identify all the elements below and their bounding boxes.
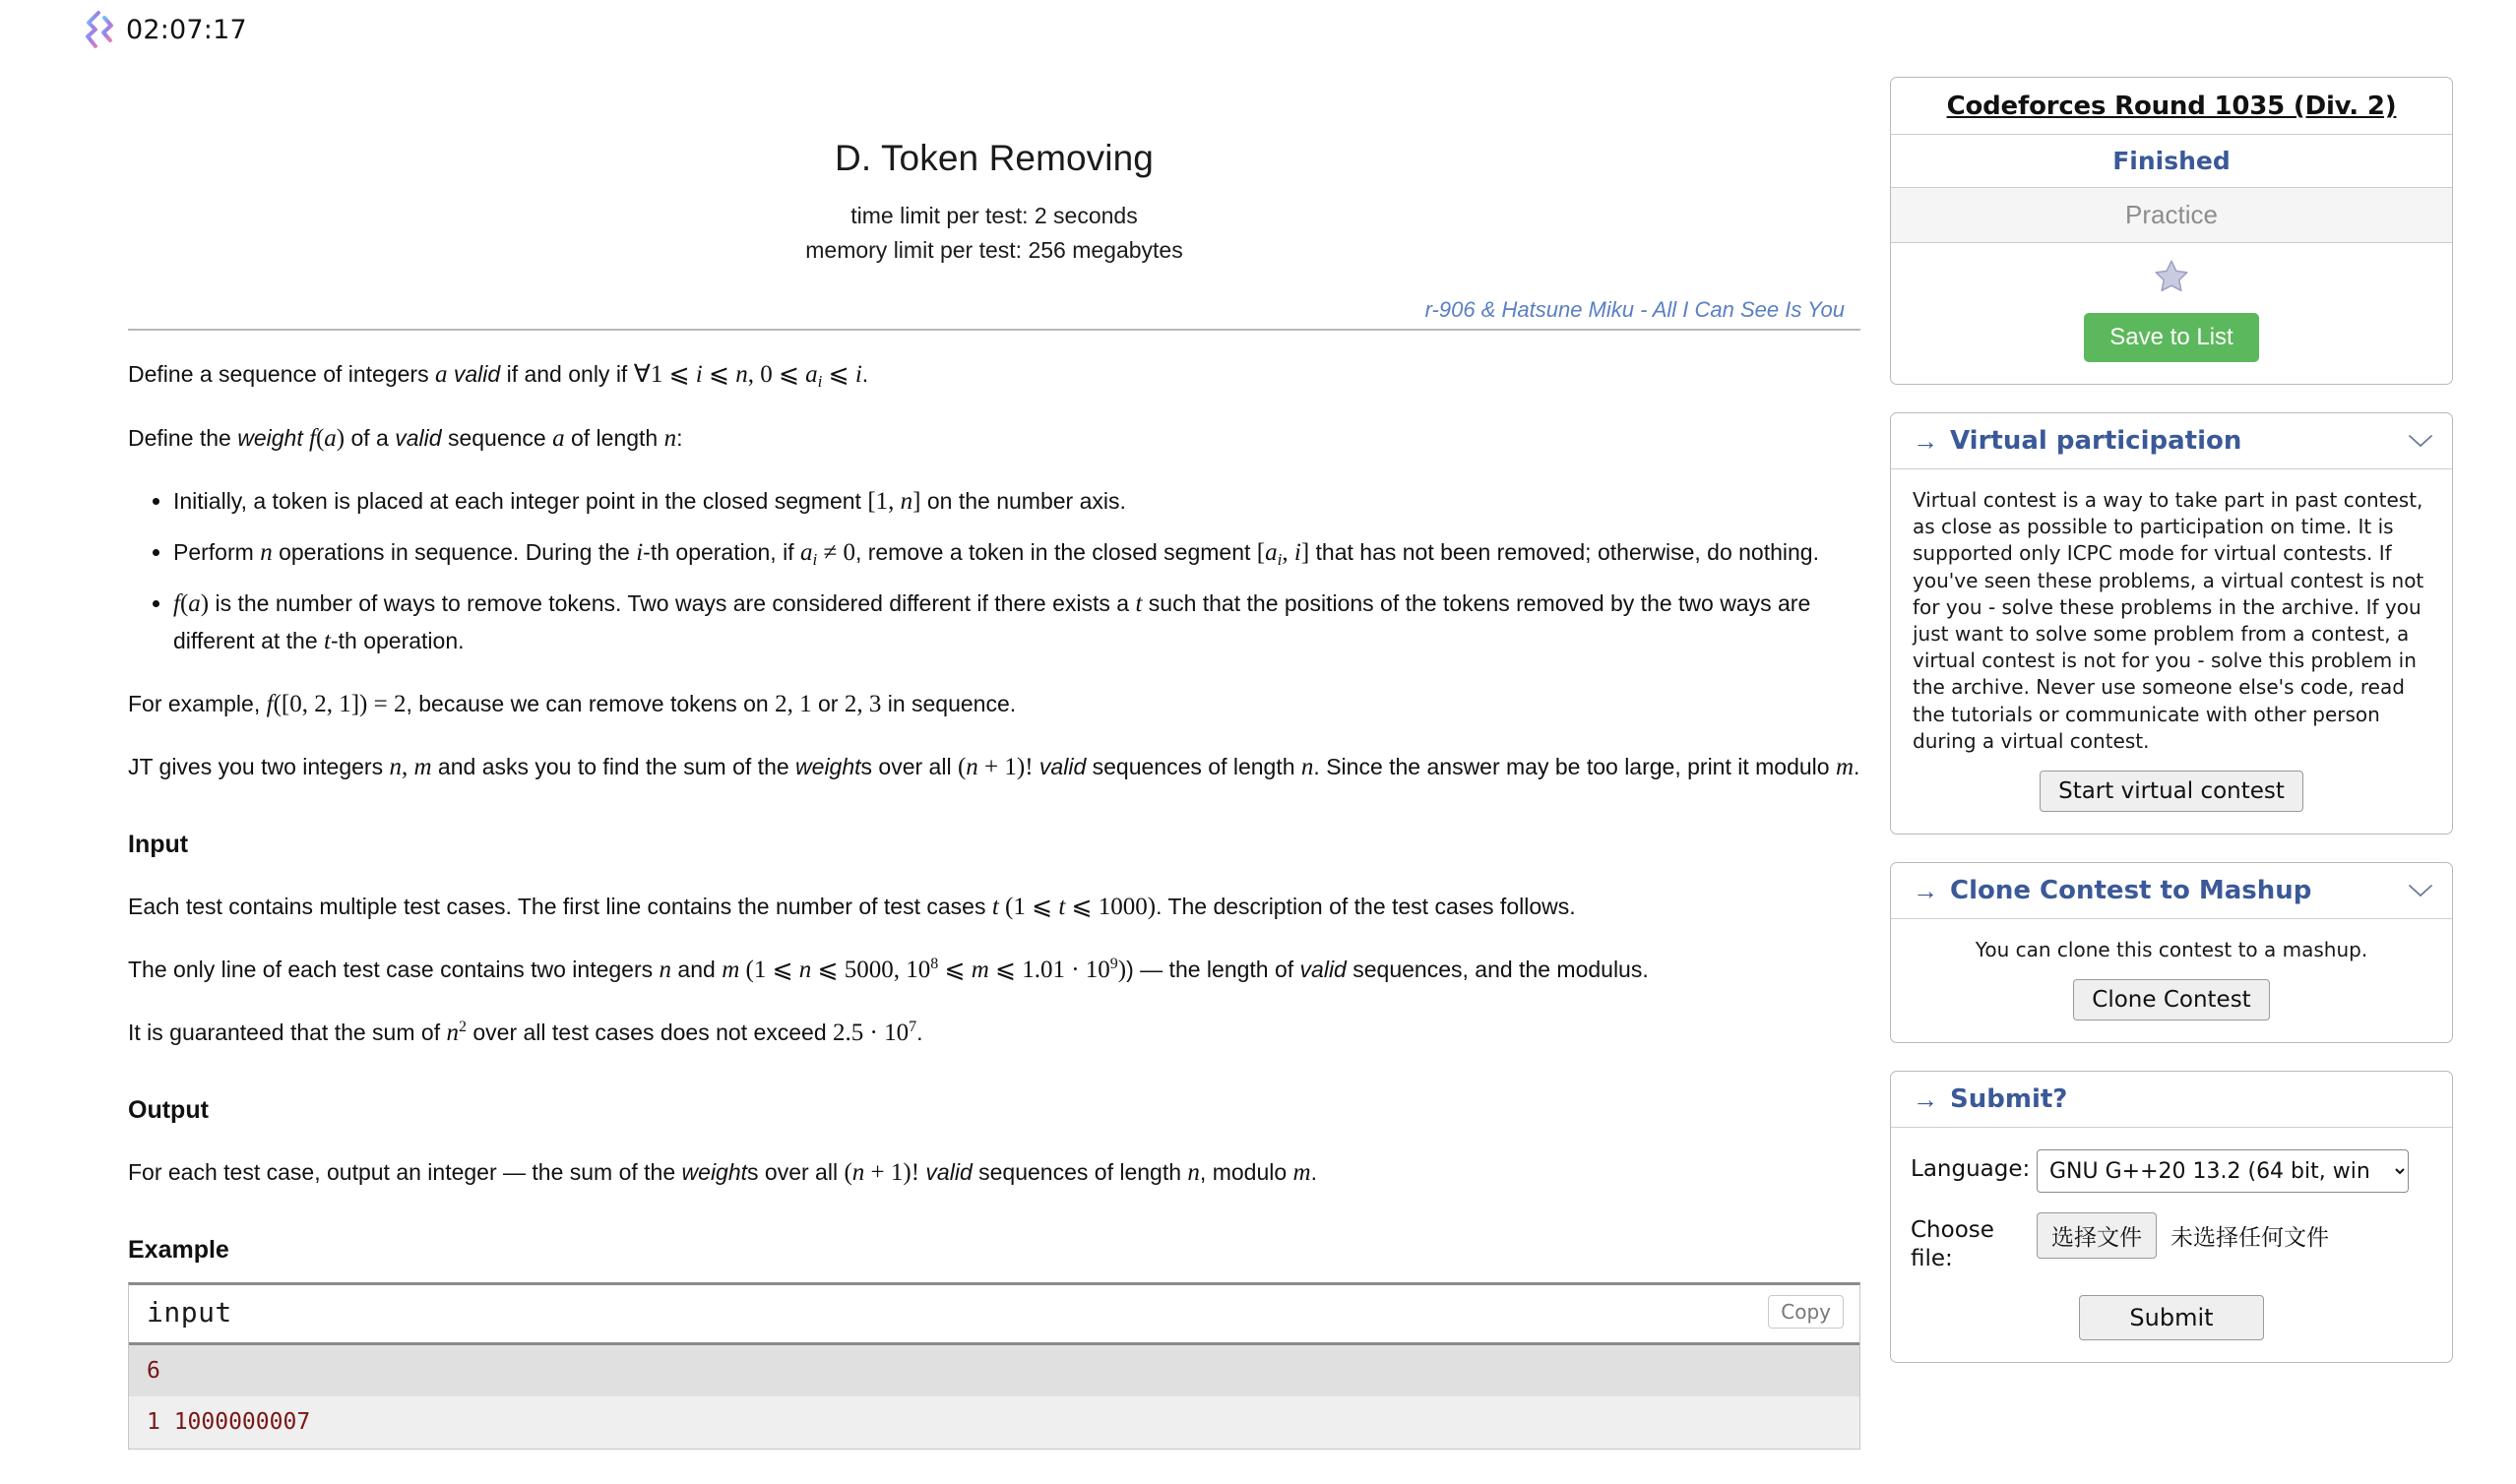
ip3-text-a: It is guaranteed that the sum of [128,1020,447,1046]
p4-em-valid: valid [1033,754,1087,780]
b1-segment: [1, n] [867,487,921,515]
clone-contest-text: You can clone this contest to a mashup. [1975,937,2368,961]
p2-text-b: of a [345,424,396,451]
b3-text-b: such that the positions of the tokens removed by the two ways are different at the [173,590,1811,654]
sample-input-body [129,1345,1859,1449]
p2-em-weight: weight [237,424,303,451]
statement-paragraph-3 [128,686,1860,723]
contest-phase: Practice [1891,188,2452,243]
b3-text-c: -th operation. [330,628,465,654]
p3-num-b: 2, 3 [844,691,882,718]
copy-button[interactable]: Copy [1768,1295,1844,1329]
header-divider [128,329,1860,331]
chevron-down-icon[interactable] [2407,432,2434,450]
ip2-var-n: n [659,957,672,984]
save-to-list-row [1891,307,2452,384]
chevron-down-icon[interactable] [2407,882,2434,899]
contest-name-link[interactable]: Codeforces Round 1035 (Div. 2) [1946,92,2397,121]
ip1-text-a: Each test contains multiple test cases. The first line contains the number of test cases [128,894,992,920]
ip3-bound: $2.5 \cdot 10^7$ [833,1019,917,1047]
submit-header[interactable] [1891,1072,2452,1128]
clone-contest-button[interactable]: Clone Contest [2073,979,2269,1020]
b1-text-a: Initially, a token is placed at each integer point in the closed segment [173,487,868,514]
ip3-text-b: over all test cases does not exceed [466,1020,834,1046]
p1-formula: ∀1 ⩽ i ⩽ n, 0 ⩽ $a_i$ ⩽ i [633,361,862,391]
statement-bullet-list [128,483,1860,661]
p4-fact: (n + 1)! [957,754,1034,781]
p3-text-d: in sequence. [881,691,1017,717]
p4-vars: n, m [389,754,432,781]
start-virtual-contest-button[interactable]: Start virtual contest [2040,771,2303,812]
p3-text-b: , because we can remove tokens on [406,691,776,717]
statement-paragraph-1 [128,356,1860,395]
ip3-nsq: $n^2$ [446,1019,467,1047]
p4-var-n: n [1300,754,1314,781]
submit-button[interactable]: Submit [2079,1295,2263,1340]
sample-line: 1 1000000007 [129,1396,1859,1448]
problem-column [128,89,1860,1450]
b3-var-t2: t [324,628,331,655]
b2-text-e: that has not been removed; otherwise, do nothing. [1309,538,1819,565]
sample-tests [128,1282,1860,1450]
virtual-participation-title: Virtual participation [1950,426,2242,456]
p4-text-e: . Since the answer may be too large, print it modulo [1313,754,1836,780]
clock-text: 02:07:17 [126,14,247,45]
contest-status: Finished [1891,135,2452,188]
section-heading-output: Output [128,1096,209,1125]
b2-cond: $a_i \ne 0$ [799,538,855,569]
memory-limit: memory limit per test: 256 megabytes [805,237,1183,263]
contest-title-row [1891,78,2452,135]
ip1-var-t: t [991,894,999,921]
b2-text-d: , remove a token in the closed segment [854,538,1257,565]
contest-card [1890,77,2453,385]
arrow-right-icon: → [1913,1084,1938,1115]
b3-text-a: is the number of ways to remove tokens. Two ways are considered different if there exists a [209,590,1136,617]
contest-star-row [1891,243,2452,307]
p2-text-d: of length [564,424,664,451]
input-paragraph-3 [128,1015,1860,1052]
op1-em-valid: valid [919,1159,973,1186]
language-select[interactable] [2037,1149,2409,1193]
b2-text-b: operations in sequence. During the [272,538,637,565]
sample-input-label: input [147,1295,232,1329]
p4-text-d: sequences of length [1086,754,1301,780]
b2-text-c: -th operation, if [643,538,800,565]
p2-colon: : [676,424,683,451]
input-paragraph-2 [128,952,1860,989]
p4-em-weight: weight [795,754,861,780]
page-title: D. Token Removing [835,138,1154,178]
list-item [173,534,1860,573]
swoosh-logo-icon [83,10,116,49]
sample-input-box [128,1282,1860,1450]
op1-em-weight: weight [681,1159,748,1186]
language-row [1911,1149,2432,1193]
submit-button-row [1911,1291,2432,1340]
op1-var-n: n [1187,1159,1200,1187]
ip1-range: (1 ⩽ t ⩽ 1000) [998,894,1157,921]
p2-var-n: n [663,424,677,452]
p1-em-valid: valid [447,361,501,387]
op1-fact: (n + 1)! [844,1159,920,1187]
problem-statement [128,356,1860,1268]
time-limit: time limit per test: 2 seconds [850,203,1138,228]
p1-var-a: a [434,361,448,388]
input-paragraph-1 [128,889,1860,926]
submit-body [1891,1128,2452,1362]
arrow-right-icon: → [1913,426,1938,456]
list-item [173,586,1860,660]
ip1-text-b: . The description of the test cases follows. [1156,894,1576,920]
p4-period: . [1854,754,1860,780]
ip2-text-c: ) — the length of [1126,957,1300,983]
clone-contest-body [1891,919,2452,1042]
b1-text-b: on the number axis. [920,487,1126,514]
b3-var-t1: t [1135,590,1143,618]
p3-formula: f([0, 2, 1]) = 2 [266,691,407,718]
p1-text-b: if and only if [500,361,634,387]
file-status-text: 未选择任何文件 [2170,1225,2329,1252]
save-to-list-button[interactable]: Save to List [2084,313,2258,362]
op1-text-c: sequences of length [972,1159,1188,1186]
clone-contest-title: Clone Contest to Mashup [1950,875,2312,905]
p4-var-m: m [1835,754,1855,781]
output-paragraph-1 [128,1154,1860,1192]
ip2-text-a: The only line of each test case contains two integers [128,957,660,983]
p1-text-a: Define a sequence of integers [128,361,435,387]
ip2-range: (1 ⩽ n ⩽ 5000, $10^8$ ⩽ m ⩽ $1.01 \cdot 10^9$) [739,956,1127,984]
p2-em-valid: valid [395,424,442,451]
section-heading-example: Example [128,1236,229,1265]
b3-fa: f(a) [173,590,210,618]
p4-text-b: and asks you to find the sum of the [431,754,796,780]
choose-file-label: Choose file: [1911,1217,1994,1271]
p1-period: . [861,361,869,387]
submit-card [1890,1071,2453,1363]
clone-contest-card [1890,862,2453,1043]
sidebar [1890,77,2453,1391]
choose-file-row [1911,1210,2432,1273]
p3-text-a: For example, [128,691,267,717]
p2-var-a: a [552,424,565,452]
music-link[interactable]: r-906 & Hatsune Miku - All I Can See Is You [1424,297,1845,322]
b2-text-a: Perform [173,538,261,565]
p2-text-a: Define the [128,424,238,451]
clone-contest-header[interactable] [1891,863,2452,919]
sample-input-header [129,1285,1859,1345]
virtual-participation-card [1890,412,2453,835]
clone-contest-row [1913,979,2430,1020]
virtual-participation-body [1891,469,2452,834]
statement-paragraph-4 [128,749,1860,786]
p4-text-a: JT gives you two integers [128,754,390,780]
arrow-right-icon: → [1913,875,1938,905]
ip2-var-m: m [722,957,740,984]
op1-var-m: m [1292,1159,1311,1187]
music-link-row [128,297,1860,323]
p3-num-a: 2, 1 [775,691,812,718]
star-icon[interactable] [2151,257,2192,296]
problem-header [128,138,1860,264]
virtual-participation-header[interactable] [1891,413,2452,469]
submit-title: Submit? [1950,1084,2068,1115]
choose-file-button[interactable]: 选择文件 [2037,1212,2157,1259]
sample-line: 6 [129,1345,1859,1396]
list-item [173,483,1860,521]
ip2-text-d: sequences, and the modulus. [1346,957,1649,983]
topbar [0,0,2516,59]
p2-fa: f(a) [308,424,346,452]
start-virtual-row [1913,771,2430,812]
op1-period: . [1310,1159,1317,1186]
p2-text-c: sequence [441,424,553,451]
p4-text-c: s over all [860,754,958,780]
b2-var-n: n [260,538,273,566]
file-input-group [2037,1210,2329,1259]
b2-segment: [$a_i$, i] [1256,538,1310,569]
op1-text-b: s over all [747,1159,845,1186]
op1-text-d: , modulo [1199,1159,1293,1186]
ip2-text-b: and [671,957,723,983]
section-heading-input: Input [128,831,189,859]
p3-text-c: or [811,691,845,717]
language-label: Language: [1911,1156,2031,1183]
ip3-period: . [916,1020,923,1046]
b2-var-i: i [636,538,644,566]
op1-text-a: For each test case, output an integer — the sum of the [128,1159,682,1186]
ip2-em-valid: valid [1299,957,1347,983]
statement-paragraph-2 [128,420,1860,458]
virtual-participation-text: Virtual contest is a way to take part in past contest, as close as possible to participation on time. It is supported only ICPC mode for virtual contests. If you've seen these problems, a virtual contest is not for you - solve these problems in the archive. If you just want to solve some problem from a contest, a virtual contest is not for you - solve this problem in the archive. Never use someone else's code, read the tutorials or communicate with other person during a virtual contest. [1913,488,2424,753]
